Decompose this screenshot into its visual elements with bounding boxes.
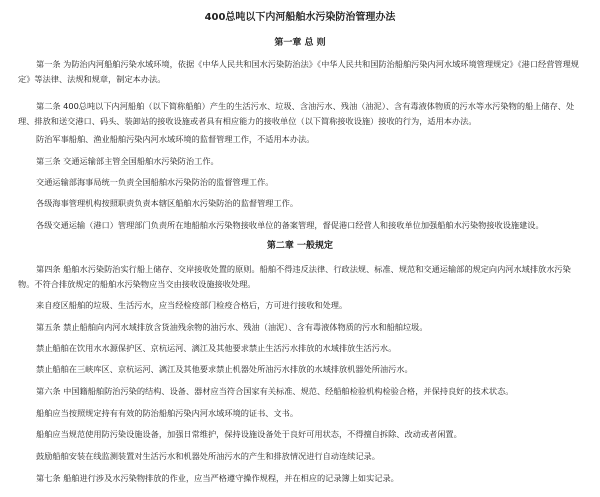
paragraph: 禁止船舶在饮用水水源保护区、京杭运河、漓江及其他要求禁止生活污水排放的水域排放生活污水。 [36,343,397,353]
paragraph: 船舶应当规范使用防污染设施设备，加强日常维护，保持设施设备处于良好可用状态，不得擅自拆除、改动或者闲置。 [36,429,462,439]
chapter-heading-2: 第二章 一般规定 [266,241,334,251]
paragraph: 船舶应当按照规定持有有效的防治船舶污染内河水域环境的证书、文书。 [36,408,299,418]
paragraph: 第七条 船舶进行涉及水污染物排放的作业，应当严格遵守操作规程，并在相应的记录簿上如实记录。 [36,473,399,483]
paragraph: 第二条 400总吨以下内河船舶（以下简称船舶）产生的生活污水、垃圾、含油污水、残油（油泥）、含有毒液体物质的污水等水污染物的船上储存、处理、排放和送交港口、码头、装卸站的接收设施或者具有相应能力的接收单位（以下简称接收设施）接收的行为，适用本办法。 [18,101,575,126]
paragraph: 第一条 为防治内河船舶污染水域环境，依据《中华人民共和国水污染防治法》《中华人民共和国防治船舶污染内河水域环境管理规定》《港口经营管理规定》等法律、法规和规章，制定本办法。 [18,59,579,84]
paragraph: 第六条 中国籍船舶防治污染的结构、设备、器材应当符合国家有关标准、规范、经船舶检验机构检验合格，并保持良好的技术状态。 [36,386,514,396]
paragraph: 第三条 交通运输部主管全国船舶水污染防治工作。 [36,156,219,166]
paragraph: 鼓励船舶安装在线监测装置对生活污水和机器处所油污水的产生和排放情况进行自动连续记录。 [36,451,380,461]
paragraph: 防治军事船舶、渔业船舶污染内河水域环境的监督管理工作，不适用本办法。 [36,134,315,144]
paragraph: 禁止船舶在三峡库区、京杭运河、漓江及其他要求禁止机器处所油污水排放的水域排放机器处所油污水。 [36,364,413,374]
chapter-heading-1: 第一章 总 则 [274,38,326,48]
paragraph: 各级海事管理机构按照职责负责本辖区船舶水污染防治的监督管理工作。 [36,198,299,208]
document-title: 400总吨以下内河船舶水污染防治管理办法 [204,12,396,23]
paragraph: 各级交通运输（港口）管理部门负责所在地船舶水污染物接收单位的备案管理，督促港口经营人和接收单位加强船舶水污染物接收设施建设。 [36,220,544,230]
paragraph: 来自疫区船舶的垃圾、生活污水，应当经检疫部门检疫合格后，方可进行接收和处理。 [36,300,348,310]
paragraph: 第五条 禁止船舶向内河水域排放含货油残余物的油污水、残油（油泥）、含有毒液体物质的污水和船舶垃圾。 [36,322,428,332]
paragraph: 第四条 船舶水污染防治实行船上储存、交岸接收处置的原则。船舶不得违反法律、行政法规、标准、规范和交通运输部的规定向内河水域排放水污染物。不符合排放规定的船舶水污染物应当交由接收设施接收处理。 [18,264,571,289]
paragraph: 交通运输部海事局统一负责全国船舶水污染防治的监督管理工作。 [36,177,274,187]
